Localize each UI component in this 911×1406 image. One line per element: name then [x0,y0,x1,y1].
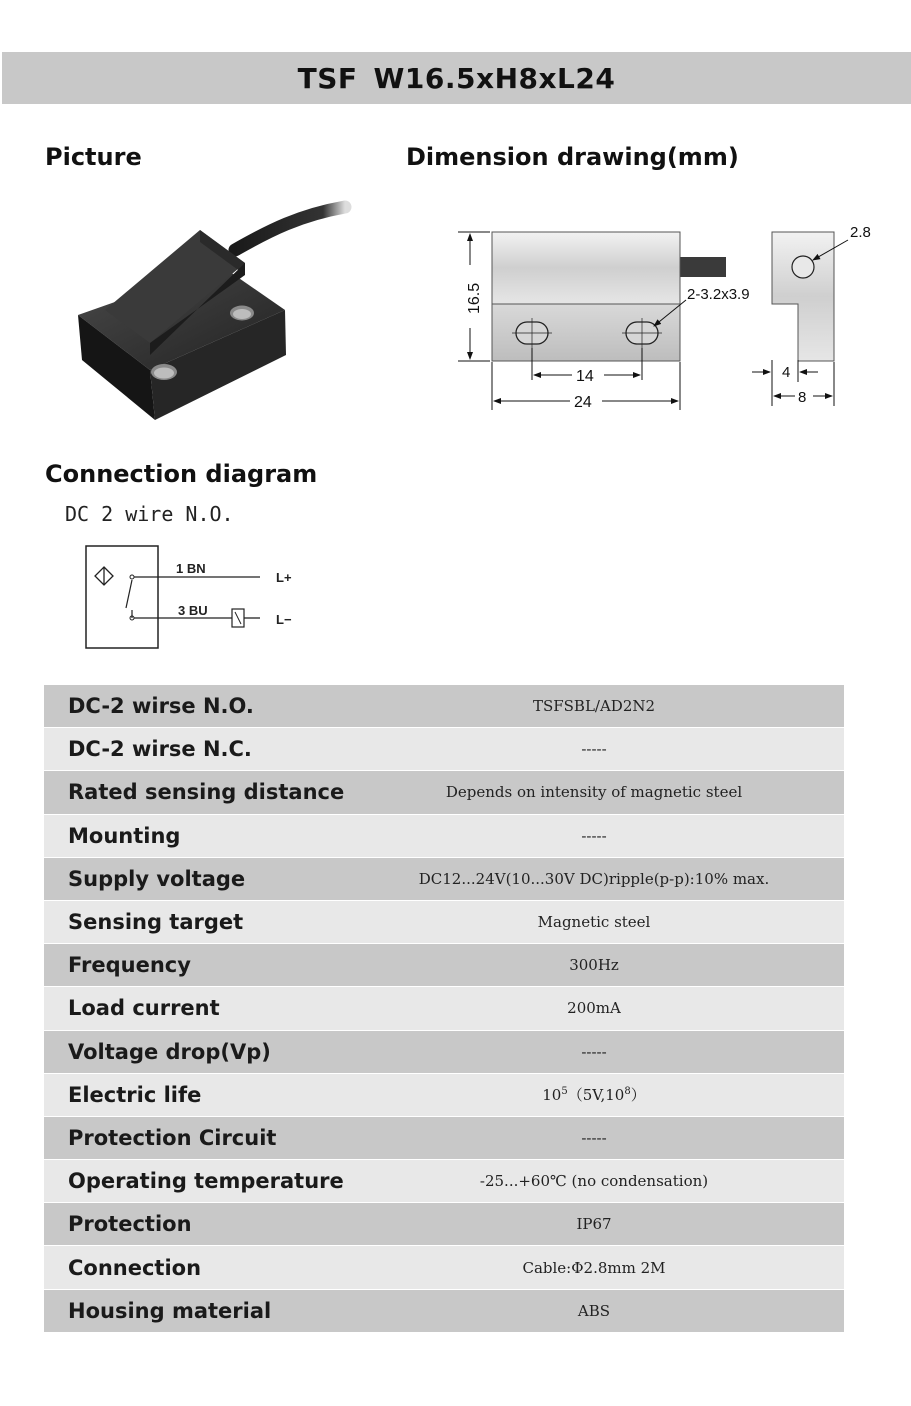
spec-value: ABS [577,1301,611,1320]
spec-label: Protection Circuit [68,1125,277,1150]
spec-label: Connection [68,1255,202,1280]
pitch-label: 14 [576,368,594,385]
spec-value: 300Hz [569,956,619,975]
spec-value: IP67 [576,1215,612,1234]
table-row [44,1074,844,1117]
spec-value: DC12...24V(10...30V DC)ripple(p-p):10% max. [418,869,770,888]
spec-value: Cable:Φ2.8mm 2M [522,1258,666,1277]
table-row [44,728,844,771]
product-image [60,195,360,445]
spec-label: Housing material [68,1298,272,1323]
spec-value: Magnetic steel [537,913,651,932]
dimension-drawing [440,210,880,420]
spec-value: ----- [581,1128,607,1147]
table-row [44,901,844,944]
spec-value: ----- [581,1042,607,1061]
hole-label: 2-3.2x3.9 [687,286,750,303]
spec-label: Frequency [68,953,191,978]
spec-value: ----- [581,826,607,845]
spec-label: Supply voltage [68,866,246,891]
title-prefix: TSF [297,61,358,95]
spec-value: TSFSBL/AD2N2 [532,697,656,716]
spec-value: 200mA [567,999,621,1018]
table-row [44,1117,844,1160]
table-row [44,685,844,728]
table-row [44,1246,844,1289]
minus-label: L− [276,612,292,627]
side-hole-label: 2.8 [850,224,871,241]
spec-value: $10^5(5V,10^8)$ [542,1086,646,1105]
spec-label: DC-2 wirse N.O. [68,694,254,719]
dimension-heading: Dimension drawing(mm) [406,143,739,171]
wiring-diagram [80,540,320,655]
wire1-label: 1 BN [176,561,206,576]
side-offset-label: 4 [782,364,791,381]
spec-label: Operating temperature [68,1169,344,1194]
table-row [44,1290,844,1333]
wire2-label: 3 BU [178,603,208,618]
spec-value: ----- [581,740,607,759]
picture-heading: Picture [45,143,142,171]
plus-label: L+ [276,570,292,585]
connection-heading: Connection diagram [45,460,318,488]
spec-label: Electric life [68,1082,202,1107]
spec-label: Protection [68,1212,192,1237]
table-row [44,944,844,987]
spec-label: Sensing target [68,910,244,935]
title-bar [2,52,911,104]
length-label: 24 [574,394,592,411]
spec-value: -25...+60℃ (no condensation) [479,1172,709,1191]
table-row [44,858,844,901]
spec-label: Rated sensing distance [68,780,345,805]
table-row [44,1031,844,1074]
table-row [44,771,844,814]
table-row [44,1203,844,1246]
spec-label: Load current [68,996,220,1021]
table-row [44,1160,844,1203]
spec-value: Depends on intensity of magnetic steel [445,783,743,802]
title-dims: W16.5xH8xL24 [373,61,616,95]
spec-label: Voltage drop(Vp) [68,1039,271,1064]
table-row [44,815,844,858]
height-label: 16.5 [466,282,483,314]
table-row [44,987,844,1030]
spec-label: DC-2 wirse N.C. [68,737,252,762]
side-width-label: 8 [798,389,807,406]
spec-table [44,685,844,1333]
connection-subtitle: DC 2 wire N.O. [65,502,234,526]
spec-label: Mounting [68,823,181,848]
